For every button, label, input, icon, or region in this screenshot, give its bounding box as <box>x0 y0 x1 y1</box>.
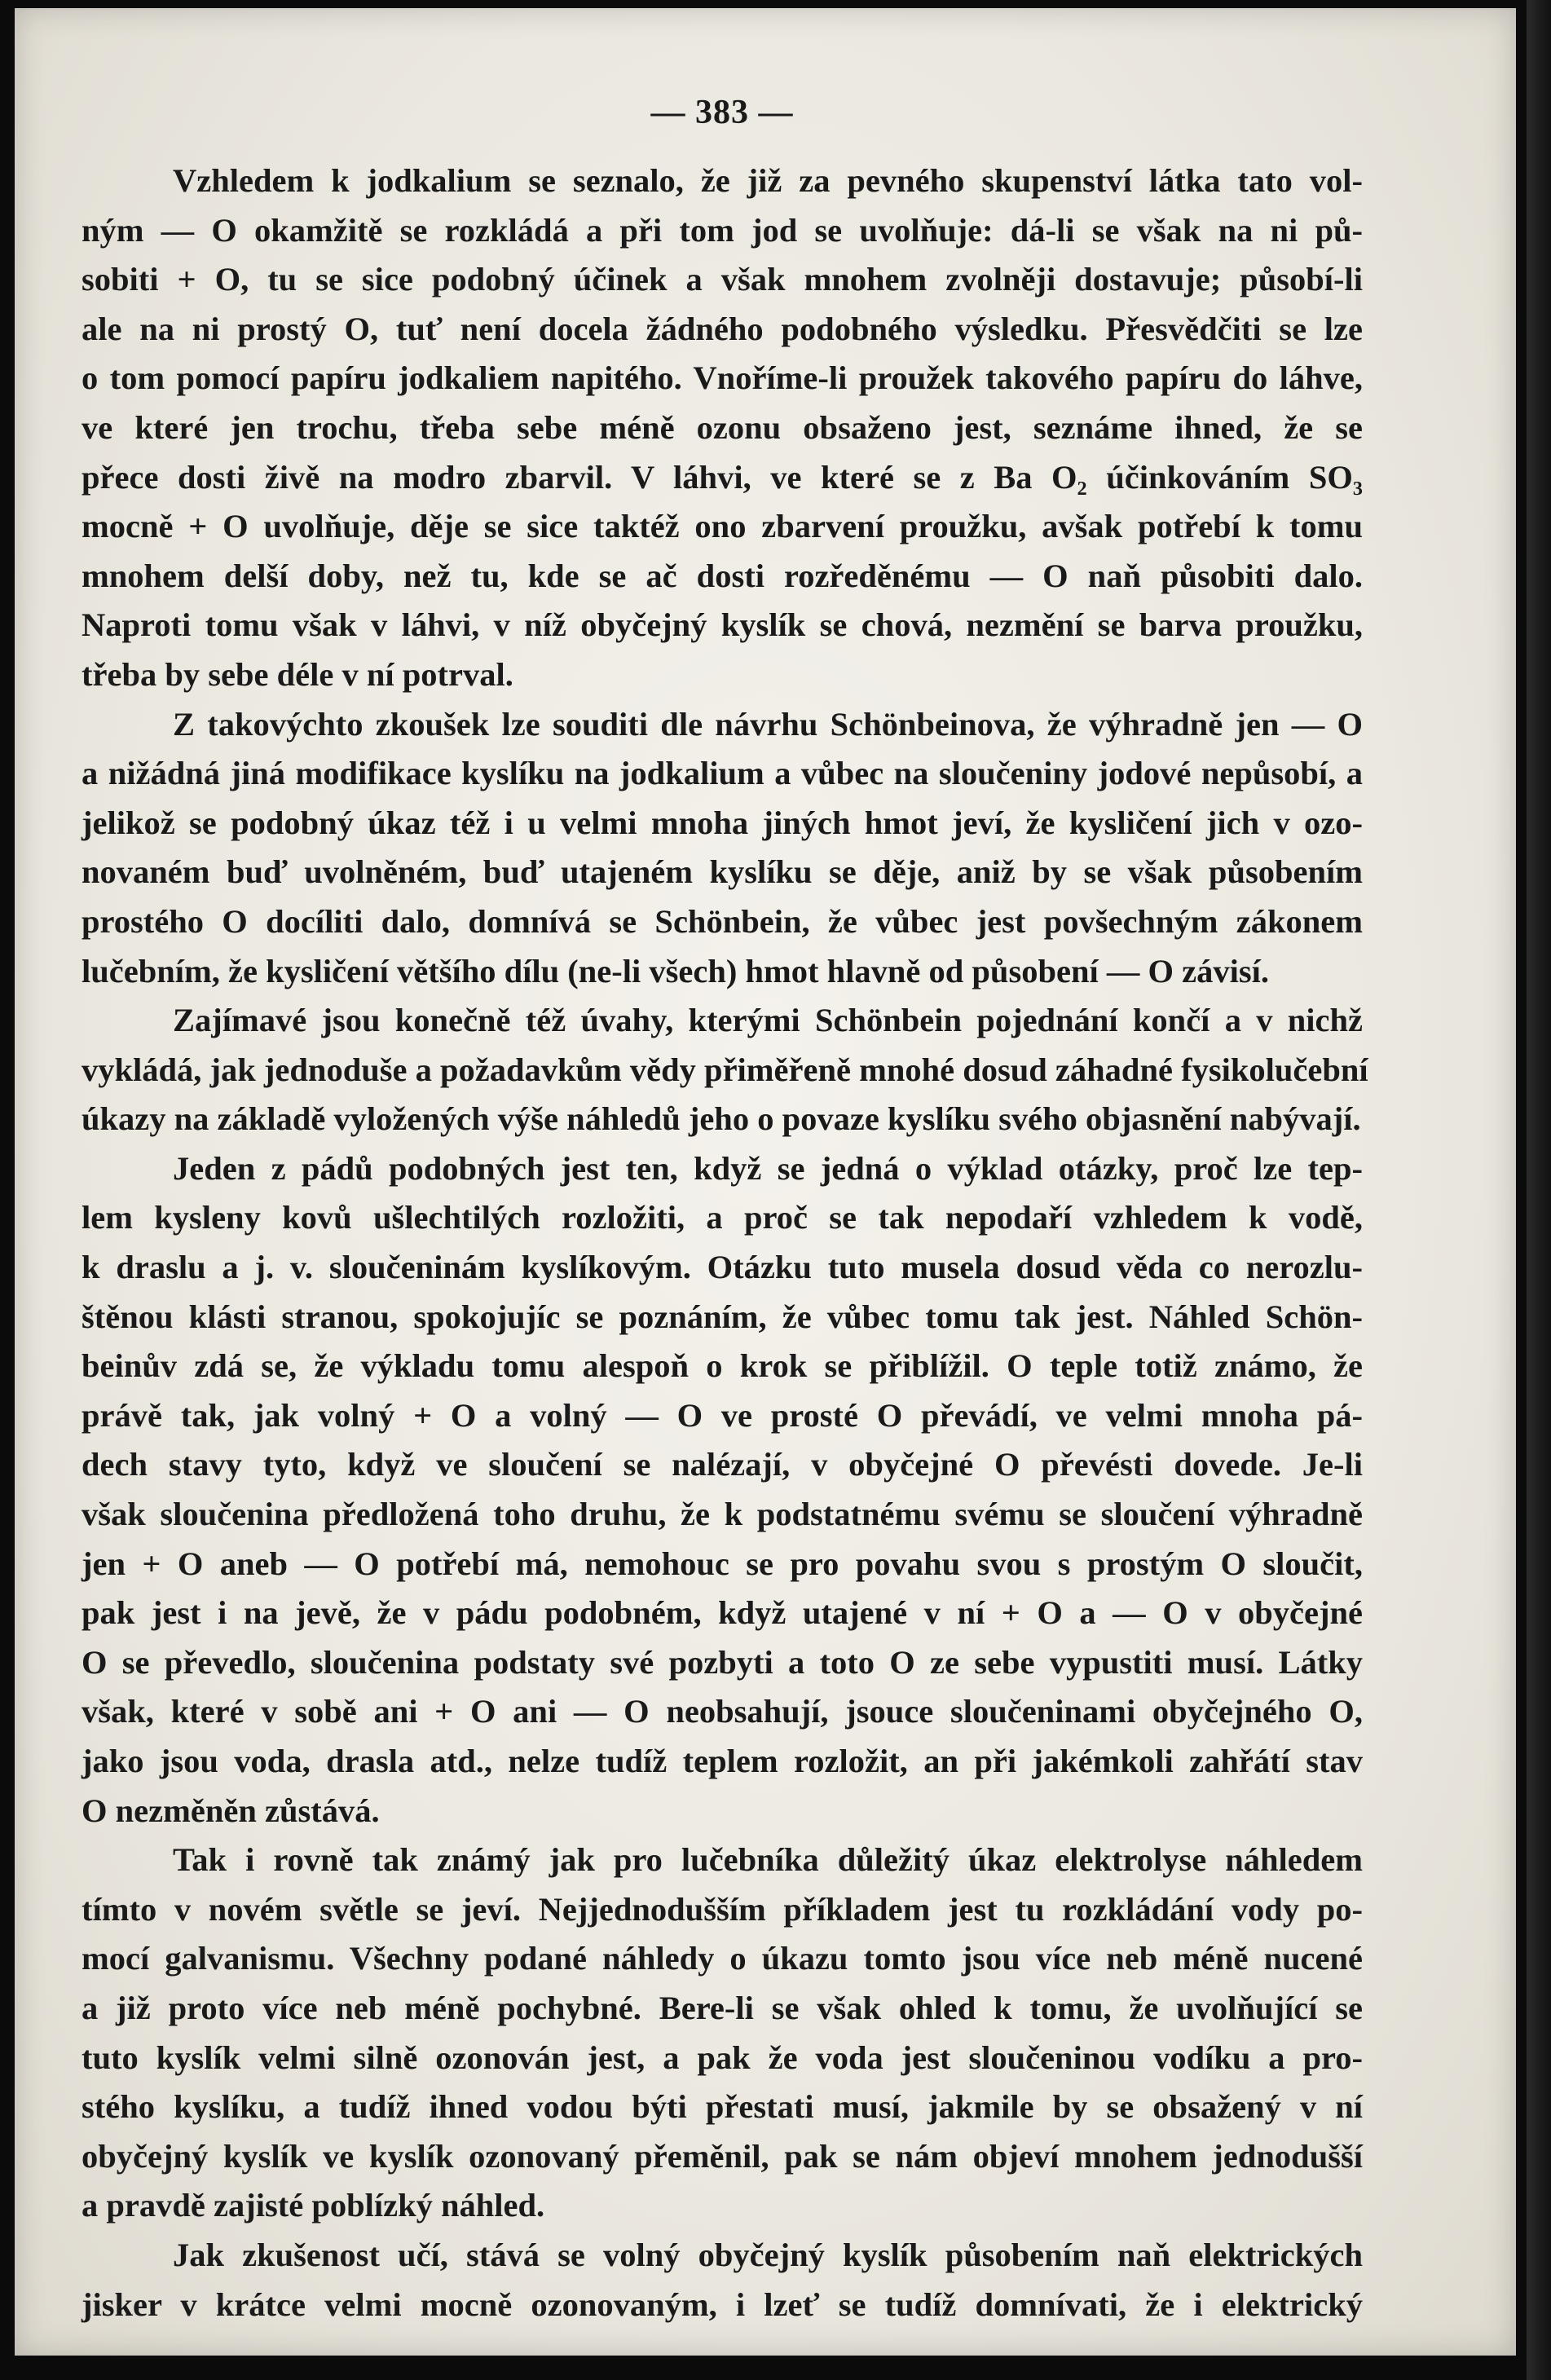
text-line: Jeden z pádů podobných jest ten, když se jedná o výklad otázky, proč lze tep- <box>173 1149 1363 1187</box>
text-line: k draslu a j. v. sloučeninám kyslíkovým. Otázku tuto musela dosud věda co nerozlu- <box>82 1249 1363 1286</box>
text-line: Tak i rovně tak známý jak pro lučebníka důležitý úkaz elektrolyse náhledem <box>173 1841 1363 1879</box>
text-line: Vzhledem k jodkalium se seznalo, že již za pevného skupenství látka tato vol- <box>173 162 1363 199</box>
text-line: jen + O aneb — O potřebí má, nemohouc se pro povahu svou s prostým O sloučit, <box>82 1545 1363 1582</box>
text-line: štěnou klásti stranou, spokojujíc se poznáním, že vůbec tomu tak jest. Náhled Schön- <box>82 1298 1363 1335</box>
text-line: ale na ni prostý O, tuť není docela žádného podobného výsledku. Přesvědčiti se lze <box>82 310 1363 347</box>
text-line: přece dosti živě na modro zbarvil. V láhvi, ve které se z Ba O₂ účinkováním SO₃ <box>82 458 1363 496</box>
text-line: sobiti + O, tu se sice podobný účinek a však mnohem zvolněji dostavuje; působí-li <box>82 261 1363 298</box>
text-line: obyčejný kyslík ve kyslík ozonovaný přeměnil, pak se nám objeví mnohem jednodušší <box>82 2137 1363 2175</box>
text-line: jelikož se podobný úkaz též i u velmi mnoha jiných hmot jeví, že kysličení jich v ozo- <box>82 804 1363 841</box>
text-line: lučebním, že kysličení většího dílu (ne-li všech) hmot hlavně od působení — O závisí. <box>82 952 1269 989</box>
text-line: a již proto více neb méně pochybné. Bere-li se však ohled k tomu, že uvolňující se <box>82 1989 1363 2026</box>
page-text <box>82 88 1368 2329</box>
text-line: jisker v krátce velmi mocně ozonovaným, i lzeť se tudíž domnívati, že i elektrický <box>82 2285 1363 2323</box>
text-line: právě tak, jak volný + O a volný — O ve prosté O převádí, ve velmi mnoha pá- <box>82 1396 1363 1434</box>
text-line: a pravdě zajisté poblízký náhled. <box>82 2187 545 2224</box>
text-line: mocí galvanismu. Všechny podané náhledy o úkazu tomto jsou více neb méně nucené <box>82 1940 1363 1977</box>
page-edge-shadow <box>1527 0 1551 2380</box>
text-line: ve které jen trochu, třeba sebe méně ozonu obsaženo jest, seznáme ihned, že se <box>82 408 1363 446</box>
text-line: mocně + O uvolňuje, děje se sice taktéž ono zbarvení proužku, avšak potřebí k tomu <box>82 508 1363 545</box>
text-line: Z takovýchto zkoušek lze souditi dle návrhu Schönbeinova, že výhradně jen — O <box>173 705 1363 743</box>
text-line: Zajímavé jsou konečně též úvahy, kterými Schönbein pojednání končí a v nichž <box>173 1002 1363 1039</box>
text-line: vykládá, jak jednoduše a požadavkům vědy přiměřeně mnohé dosud záhadné fysikolučební <box>82 1051 1368 1088</box>
text-line: novaném buď uvolněném, buď utajeném kyslíku se děje, aniž by se však působením <box>82 853 1363 891</box>
text-line: O nezměněn zůstává. <box>82 1792 380 1829</box>
text-line: lem kysleny kovů ušlechtilých rozložiti, a proč se tak nepodaří vzhledem k vodě, <box>82 1199 1363 1236</box>
text-line: o tom pomocí papíru jodkaliem napitého. Vnoříme-li proužek takového papíru do láhve, <box>82 359 1363 397</box>
text-line: beinův zdá se, že výkladu tomu alespoň o krok se přiblížil. O teple totiž známo, že <box>82 1347 1363 1385</box>
text-line: a nižádná jiná modifikace kyslíku na jodkalium a vůbec na sloučeniny jodové nepůsobí, a <box>82 755 1363 792</box>
text-line: Jak zkušenost učí, stává se volný obyčejný kyslík působením naň elektrických <box>173 2236 1363 2273</box>
text-line: Naproti tomu však v láhvi, v níž obyčejný kyslík se chová, nezmění se barva proužku, <box>82 606 1363 644</box>
text-line: však sloučenina předložená toho druhu, že k podstatnému svému se sloučení výhradně <box>82 1496 1363 1533</box>
text-line: ným — O okamžitě se rozkládá a při tom jod se uvolňuje: dá-li se však na ni pů- <box>82 211 1363 249</box>
text-line: stého kyslíku, a tudíž ihned vodou býti přestati musí, jakmile by se obsažený v ní <box>82 2088 1363 2126</box>
text-line: však, které v sobě ani + O ani — O neobsahují, jsouce sloučeninami obyčejného O, <box>82 1693 1363 1730</box>
text-line: O se převedlo, sloučenina podstaty své pozbyti a toto O ze sebe vypustiti musí. Látky <box>82 1643 1363 1681</box>
text-line: úkazy na základě vyložených výše náhledů jeho o povaze kyslíku svého objasnění nabývají. <box>82 1100 1361 1138</box>
text-lines <box>82 156 1368 2329</box>
page-number: — 383 — <box>650 94 794 131</box>
text-line: tuto kyslík velmi silně ozonován jest, a pak že voda jest sloučeninou vodíku a pro- <box>82 2038 1363 2076</box>
text-line: tímto v novém světle se jeví. Nejjednodušším příkladem jest tu rozkládání vody po- <box>82 1890 1363 1928</box>
text-line: jako jsou voda, drasla atd., nelze tudíž teplem rozložit, an při jakémkoli zahřátí stav <box>82 1743 1363 1779</box>
text-line: prostého O docíliti dalo, domnívá se Schönbein, že vůbec jest povšechným zákonem <box>82 902 1363 940</box>
text-line: dech stavy tyto, když ve sloučení se nalézají, v obyčejné O převésti dovede. Je-li <box>82 1446 1363 1483</box>
text-line: pak jest i na jevě, že v pádu podobném, když utajené v ní + O a — O v obyčejné <box>82 1594 1363 1632</box>
text-line: třeba by sebe déle v ní potrval. <box>82 655 513 693</box>
text-line: mnohem delší doby, než tu, kde se ač dosti rozředěnému — O naň působiti dalo. <box>82 557 1363 594</box>
